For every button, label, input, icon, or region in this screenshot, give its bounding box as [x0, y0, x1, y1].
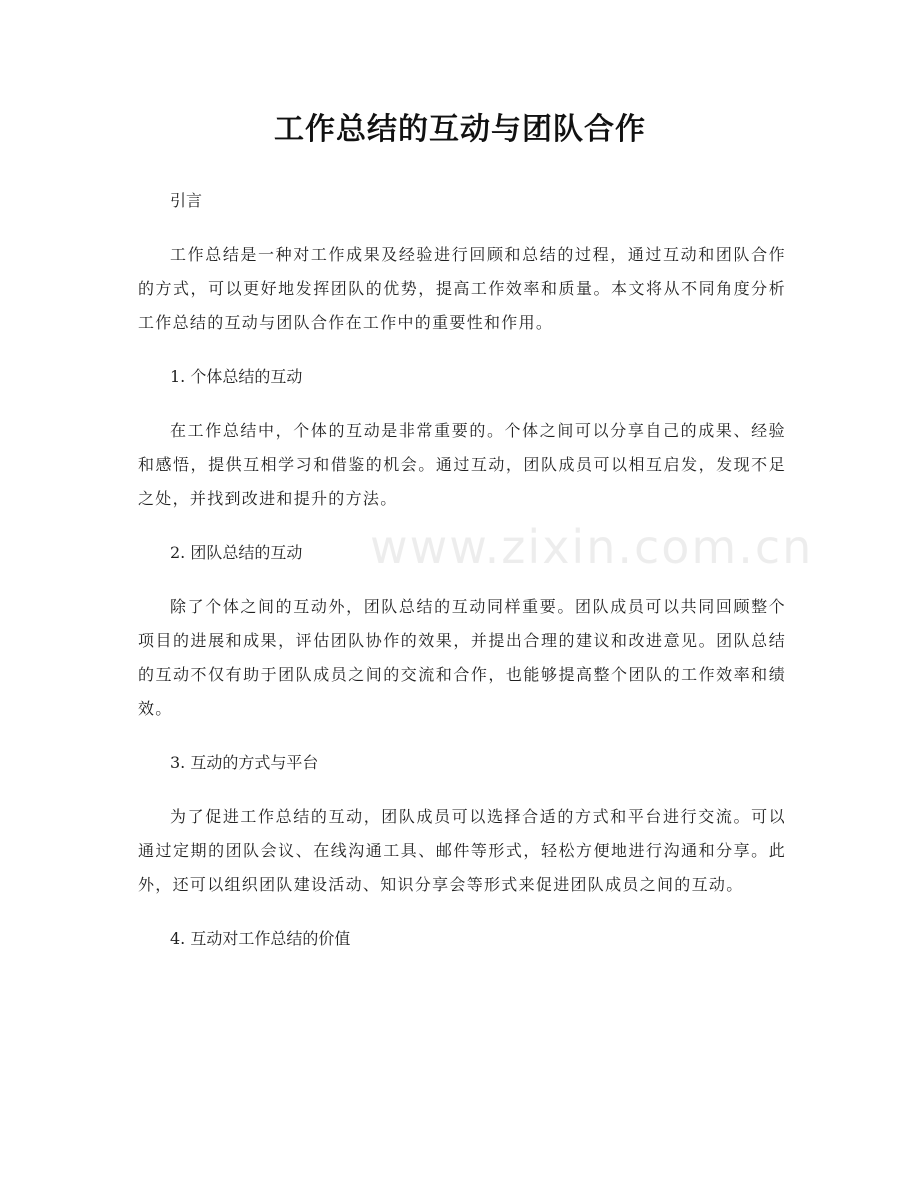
intro-heading: 引言 — [170, 191, 203, 210]
section-2-paragraph: 除了个体之间的互动外，团队总结的互动同样重要。团队成员可以共同回顾整个项目的进展和成果，评估团队协作的效果，并提出合理的建议和改进意见。团队总结的互动不仅有助于团队成员之间的交流和合作，也能够提高整个团队的工作效率和绩效。 — [138, 597, 786, 718]
section-4-heading: 4. 互动对工作总结的价值 — [170, 929, 351, 948]
document-body — [138, 184, 786, 976]
page-title: 工作总结的互动与团队合作 — [274, 112, 646, 147]
watermark: www.zixin.com.cn — [370, 520, 814, 574]
section-1-paragraph: 在工作总结中，个体的互动是非常重要的。个体之间可以分享自己的成果、经验和感悟，提供互相学习和借鉴的机会。通过互动，团队成员可以相互启发，发现不足之处，并找到改进和提升的方法。 — [138, 421, 786, 508]
section-1-heading: 1. 个体总结的互动 — [170, 367, 303, 386]
intro-paragraph: 工作总结是一种对工作成果及经验进行回顾和总结的过程，通过互动和团队合作的方式，可以更好地发挥团队的优势，提高工作效率和质量。本文将从不同角度分析工作总结的互动与团队合作在工作中的重要性和作用。 — [138, 245, 786, 332]
section-3-paragraph: 为了促进工作总结的互动，团队成员可以选择合适的方式和平台进行交流。可以通过定期的团队会议、在线沟通工具、邮件等形式，轻松方便地进行沟通和分享。此外，还可以组织团队建设活动、知识分享会等形式来促进团队成员之间的互动。 — [138, 807, 786, 894]
section-2-heading: 2. 团队总结的互动 — [170, 543, 303, 562]
section-3-heading: 3. 互动的方式与平台 — [170, 753, 319, 772]
